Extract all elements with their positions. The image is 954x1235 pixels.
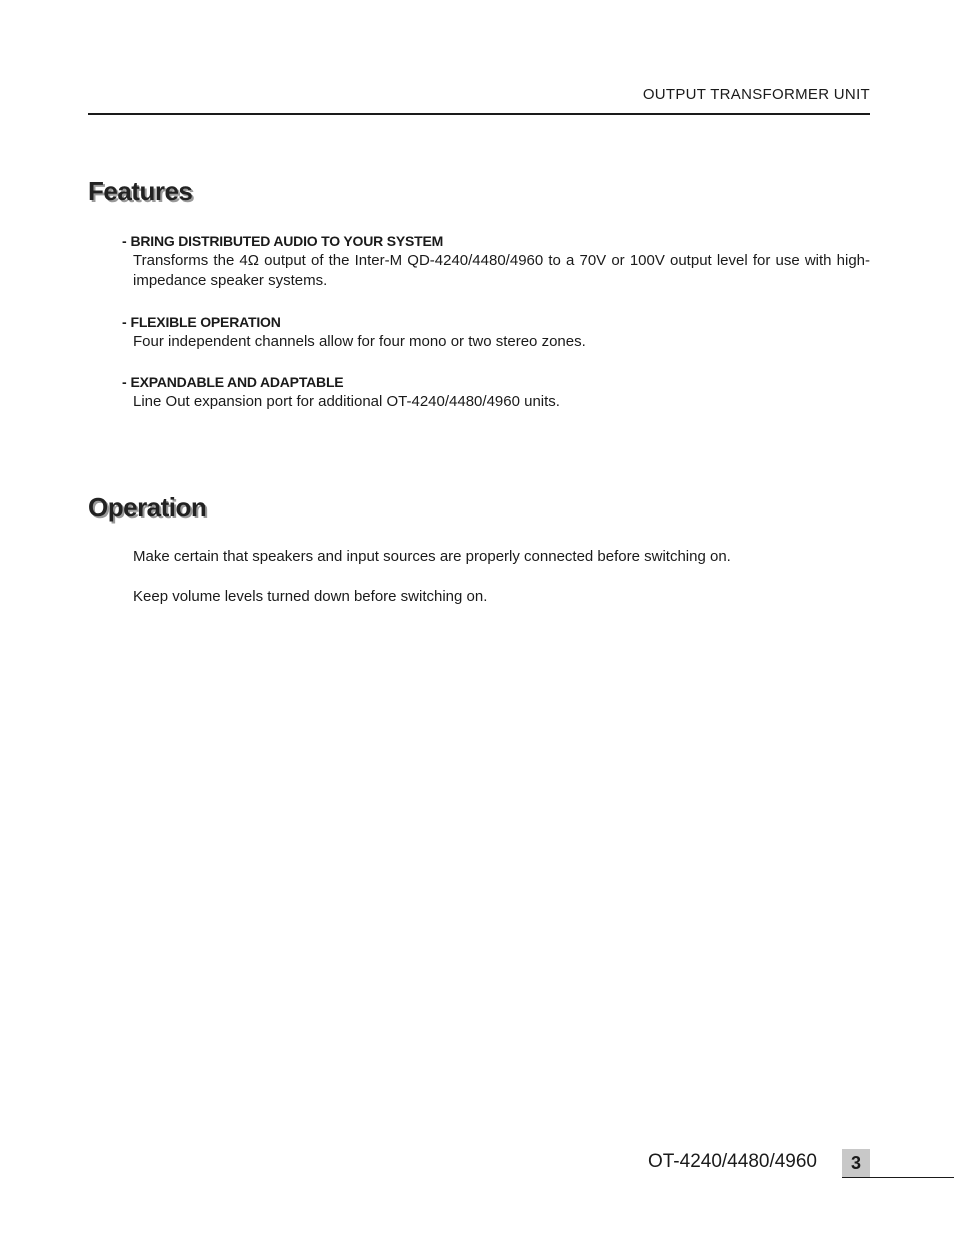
feature-title: - EXPANDABLE AND ADAPTABLE: [122, 374, 344, 390]
feature-item: [122, 312, 870, 352]
operation-heading: Operation: [88, 492, 207, 522]
header-rule: [88, 113, 870, 115]
feature-description: Transforms the 4Ω output of the Inter-M QD-4240/4480/4960 to a 70V or 100V output level for use with high-impedance speaker systems.: [133, 252, 870, 289]
feature-title-text: FLEXIBLE OPERATION: [130, 314, 281, 330]
header-title: OUTPUT TRANSFORMER UNIT: [642, 86, 870, 103]
feature-description: Line Out expansion port for additional OT-4240/4480/4960 units.: [133, 393, 560, 410]
page-number: 3: [842, 1149, 870, 1177]
feature-title-text: EXPANDABLE AND ADAPTABLE: [130, 374, 344, 390]
features-heading: Features: [88, 176, 193, 206]
operation-paragraph: Keep volume levels turned down before switching on.: [133, 588, 488, 605]
feature-title: - FLEXIBLE OPERATION: [122, 314, 281, 330]
feature-title: - BRING DISTRIBUTED AUDIO TO YOUR SYSTEM: [122, 233, 444, 249]
feature-item: [122, 372, 870, 412]
feature-title-text: BRING DISTRIBUTED AUDIO TO YOUR SYSTEM: [130, 233, 444, 249]
footer-rule: [842, 1177, 954, 1178]
footer-model: OT-4240/4480/4960: [647, 1151, 817, 1172]
operation-paragraph: Make certain that speakers and input sources are properly connected before switching on.: [133, 548, 731, 565]
feature-description: Four independent channels allow for four mono or two stereo zones.: [133, 333, 586, 350]
feature-item: [122, 231, 870, 291]
